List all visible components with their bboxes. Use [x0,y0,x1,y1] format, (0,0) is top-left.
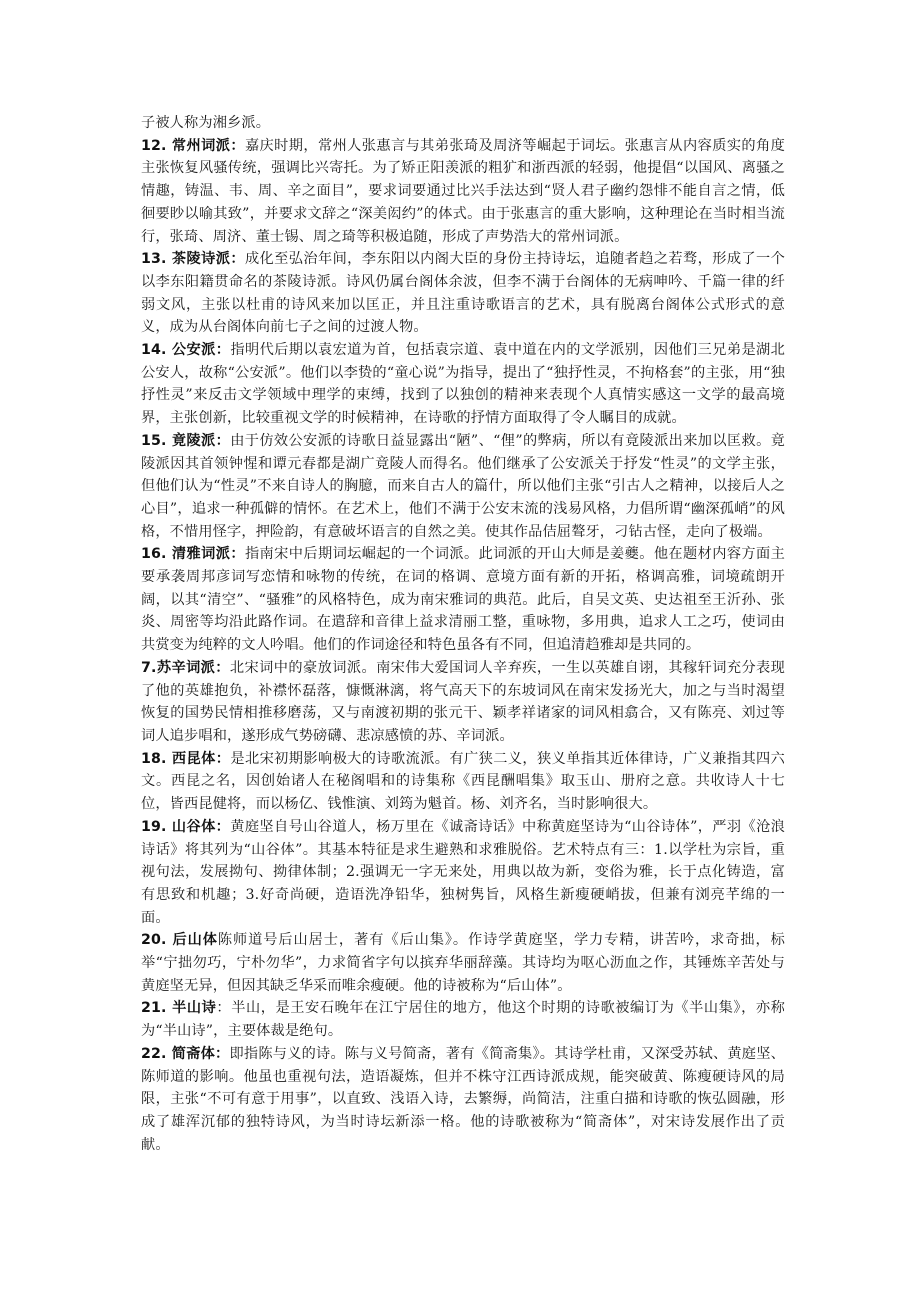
entry-text: ：半山，是王安石晚年在江宁居住的地方，他这个时期的诗歌被编订为《半山集》，亦称为“半山诗”，主要体裁是绝句。 [141,1000,785,1040]
entry-term: 21. 半山诗 [141,1000,217,1017]
entry-changzhou [141,135,785,249]
entry-term: 19. 山谷体： [141,818,231,835]
entry-term: 13. 茶陵诗派： [141,251,245,268]
entry-term: 15. 竟陵派： [141,432,231,449]
entry-term: 18. 西昆体： [141,750,231,767]
entry-chaling [141,248,785,339]
entry-text: 由于仿效公安派的诗歌日益显露出“陋”、“俚”的弊病，所以有竟陵派出来加以匡救。竟陵派因其首领钟惺和谭元春都是湖广竟陵人而得名。他们继承了公安派关于抒发“性灵”的文学主张，但他们认为“性灵”不来自诗人的胸臆，而来自古人的篇什，所以他们主张“引古人之精神，以接后人之心目”，追求一种孤僻的情怀。在艺术上，他们不满于公安末流的浅易风格，力倡所谓“幽深孤峭”的风格，不惜用怪字，押险韵，有意破坏语言的自然之美。使其作品佶屈聱牙，刁钻古怪，走向了极端。 [141,432,785,540]
entry-term: 7.苏辛词派： [141,659,230,676]
entry-text: 陈师道号后山居士，著有《后山集》。作诗学黄庭坚，学力专精，讲苦吟，求奇拙，标举“宁拙勿巧，宁朴勿华”，力求简省字句以摈弃华丽辞藻。其诗均为呕心沥血之作，其锤炼辛苦处与黄庭坚无异，但因其缺乏华采而唯余瘦硬。他的诗被称为“后山体”。 [141,932,786,994]
entry-text: 是北宋初期影响极大的诗歌流派。有广狭二义，狭义单指其近体律诗，广义兼指其四六文。西昆之名，因创始诸人在秘阁唱和的诗集称《西昆酬唱集》取玉山、册府之意。共收诗人十七位，皆西昆健将，而以杨亿、钱惟演、刘筠为魁首。杨、刘齐名，当时影响很大。 [141,750,786,813]
document-body [141,112,785,1156]
entry-text: 即指陈与义的诗。陈与义号简斋，著有《简斋集》。其诗学杜甫，又深受苏轼、黄庭坚、陈师道的影响。他虽也重视句法，造语凝炼，但并不株守江西诗派成规，能突破黄、陈瘦硬诗风的局限，主张“不可有意于用事”，以直致、浅语入诗，去繁缛，尚简洁，注重白描和诗歌的恢弘圆融，形成了雄浑沉郁的独特诗风，为当时诗坛新添一格。他的诗歌被称为“简斋体”，对宋诗发展作出了贡献。 [141,1045,785,1153]
entry-term: 22. 简斋体： [141,1045,230,1062]
entry-suxin [141,657,785,748]
entry-jingling [141,430,785,544]
intro-text: 子被人称为湘乡派。 [141,115,271,131]
entry-houshan [141,929,785,997]
entry-shangu [141,816,785,930]
entry-text: 黄庭坚自号山谷道人，杨万里在《诚斋诗话》中称黄庭坚诗为“山谷诗体”，严羽《沧浪诗话》将其列为“山谷体”。其基本特征是求生避熟和求雅脱俗。艺术特点有三：1.以学杜为宗旨，重视句法，发展拗句、拗律体制；2.强调无一字无来处，用典以故为新，变俗为雅，长于点化铸造，富有思致和机趣；3.好奇尚硬，造语洗净铅华，独树隽旨，风格生新瘦硬峭拔，但兼有浏亮芊绵的一面。 [141,818,785,926]
entry-term: 20. 后山体 [141,932,218,949]
entry-text: 指明代后期以袁宏道为首，包括袁宗道、袁中道在内的文学派别，因他们三兄弟是湖北公安人，故称“公安派”。他们以李贽的“童心说”为指导，提出了“独抒性灵，不拘格套”的主张，用“独抒性灵”来反击文学领域中理学的束缚，找到了以独创的精神来表现个人真情实感这一文学的最高境界，主张创新，比较重视文学的时候精神，在诗歌的抒情方面取得了令人瞩目的成就。 [141,342,786,427]
entry-term: 16. 清雅词派： [141,546,245,563]
entry-text: 指南宋中后期词坛崛起的一个词派。此词派的开山大师是姜夔。他在题材内容方面主要承袭周邦彦词写恋情和咏物的传统，在词的格调、意境方面有新的开拓，格调高雅，词境疏朗开阔，以其“清空”、“骚雅”的风格特色，成为南宋雅词的典范。此后，自吴文英、史达祖至王沂孙、张炎、周密等均沿此路作词。在遣辞和音律上益求清丽工整，重咏物，多用典，追求人工之巧，使词由共赏变为纯粹的文人吟唱。他们的作词途径和特色虽各有不同，但追清趋雅却是共同的。 [141,546,785,654]
entry-jianzhai [141,1043,785,1157]
entry-text: 成化至弘治年间，李东阳以内阁大臣的身份主持诗坛，追随者趋之若骛，形成了一个以李东阳籍贯命名的茶陵诗派。诗风仍属台阁体余波，但李不满于台阁体的无病呻吟、千篇一律的纤弱文风，主张以杜甫的诗风来加以匡正，并且注重诗歌语言的艺术，具有脱离台阁体公式形式的意义，成为从台阁体向前七子之间的过渡人物。 [141,251,785,336]
entry-term: 14. 公安派： [141,342,231,359]
entry-gongan [141,339,785,430]
entry-banshan [141,997,785,1042]
entry-qingya [141,543,785,657]
entry-xikun [141,748,785,816]
entry-term: 12. 常州词派： [141,137,245,154]
entry-text: 嘉庆时期，常州人张惠言与其弟张琦及周济等崛起于词坛。张惠言从内容质实的角度主张恢复风骚传统，强调比兴寄托。为了矫正阳羡派的粗犷和浙西派的轻弱，他提倡“以国风、离骚之情趣，铸温、韦、周、辛之面目”，要求词要通过比兴手法达到“贤人君子幽约怨悱不能自言之情，低徊要眇以喻其致”，并要求文辞之“深美闳约”的体式。由于张惠言的重大影响，这种理论在当时相当流行，张琦、周济、董士锡、周之琦等积极追随，形成了声势浩大的常州词派。 [141,137,785,245]
entry-text: 北宋词中的豪放词派。南宋伟大爱国词人辛弃疾，一生以英雄自诩，其稼轩词充分表现了他的英雄抱负，补襟怀磊落，慷慨淋漓，将气高天下的东坡词风在南宋发扬光大，加之与当时渴望恢复的国势民情相推移磨荡，又与南渡初期的张元干、颖孝祥诸家的词风相翕合，又有陈亮、刘过等词人追步唱和，遂形成气势磅礴、悲凉感愤的苏、辛词派。 [141,659,786,744]
